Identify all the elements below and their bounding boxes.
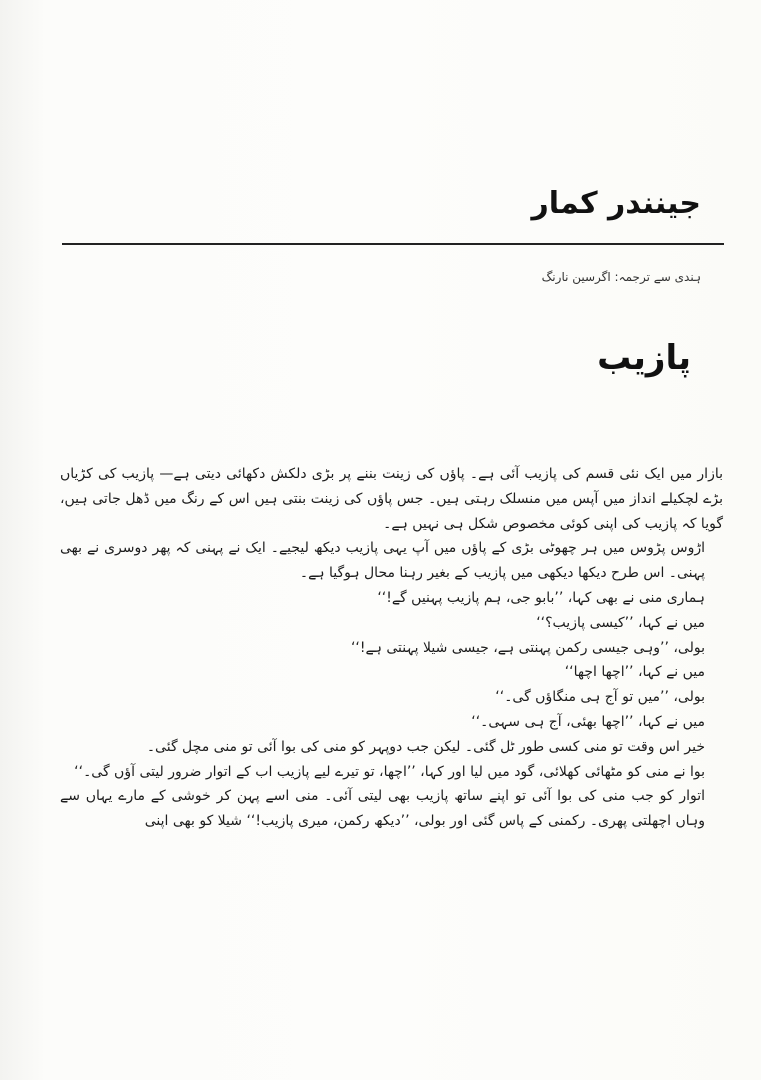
paragraph: اتوار کو جب منی کی بوا آئی تو اپنے ساتھ پازیب بھی لیتی آئی۔ منی اسے پہن کر خوشی کے مارے یہاں سے وہاں اچھلتی پھری۔ رکمنی کے پاس گئی اور بولی، ’’دیکھ رکمن، میری پازیب!‘‘ شیلا کو بھی اپنی [60, 788, 705, 830]
paragraph: خیر اس وقت تو منی کسی طور ٹل گئی۔ لیکن جب دوپہر کو منی کی بوا آئی تو منی مچل گئی۔ [146, 738, 705, 755]
dialogue-line: میں نے کہا، ’’اچھا بھئی، آج ہی سہی۔‘‘ [471, 713, 705, 730]
author-name: جینندر کمار [531, 186, 701, 221]
translator-credit: ہندی سے ترجمہ: اگرسین نارنگ [541, 270, 701, 284]
paragraph: بوا نے منی کو مٹھائی کھلائی، گود میں لیا اور کہا، ’’اچھا، تو تیرے لیے پازیب اب کے اتوار ضرور لیتی آؤں گی۔‘‘ [74, 763, 705, 780]
title-rule [62, 243, 724, 245]
dialogue-line: بولی، ’’وہی جیسی رکمن پہنتی ہے، جیسی شیلا پہنتی ہے!‘‘ [350, 639, 705, 656]
dialogue-line: میں نے کہا، ’’کیسی پازیب؟‘‘ [536, 614, 705, 631]
paragraph: بازار میں ایک نئی قسم کی پازیب آئی ہے۔ پاؤں کی زینت بننے پر بڑی دلکش دکھائی دیتی ہے— پازیب کی کڑیاں بڑے لچکیلے انداز میں آپس میں منسلک رہتی ہیں۔ جس پاؤں کی زینت بنتی ہیں اس کے رنگ میں ڈھل جاتی ہیں، گویا کہ پازیب کی اپنی کوئی مخصوص شکل ہی نہیں ہے۔ [60, 466, 723, 532]
dialogue-line: بولی، ’’میں تو آج ہی منگاؤں گی۔‘‘ [495, 689, 705, 706]
story-body [60, 462, 723, 834]
paragraph: اڑوس پڑوس میں ہر چھوٹی بڑی کے پاؤں میں آپ یہی پازیب دیکھ لیجیے۔ ایک نے پہنی کہ پھر دوسری نے بھی پہنی۔ اس طرح دیکھا دیکھی میں پازیب کے بغیر رہنا محال ہوگیا ہے۔ [60, 540, 705, 582]
dialogue-line: میں نے کہا، ’’اچھا اچھا‘‘ [564, 664, 705, 681]
story-title: پازیب [597, 338, 691, 378]
dialogue-line: ہماری منی نے بھی کہا، ’’بابو جی، ہم پازیب پہنیں گے!‘‘ [377, 589, 705, 606]
